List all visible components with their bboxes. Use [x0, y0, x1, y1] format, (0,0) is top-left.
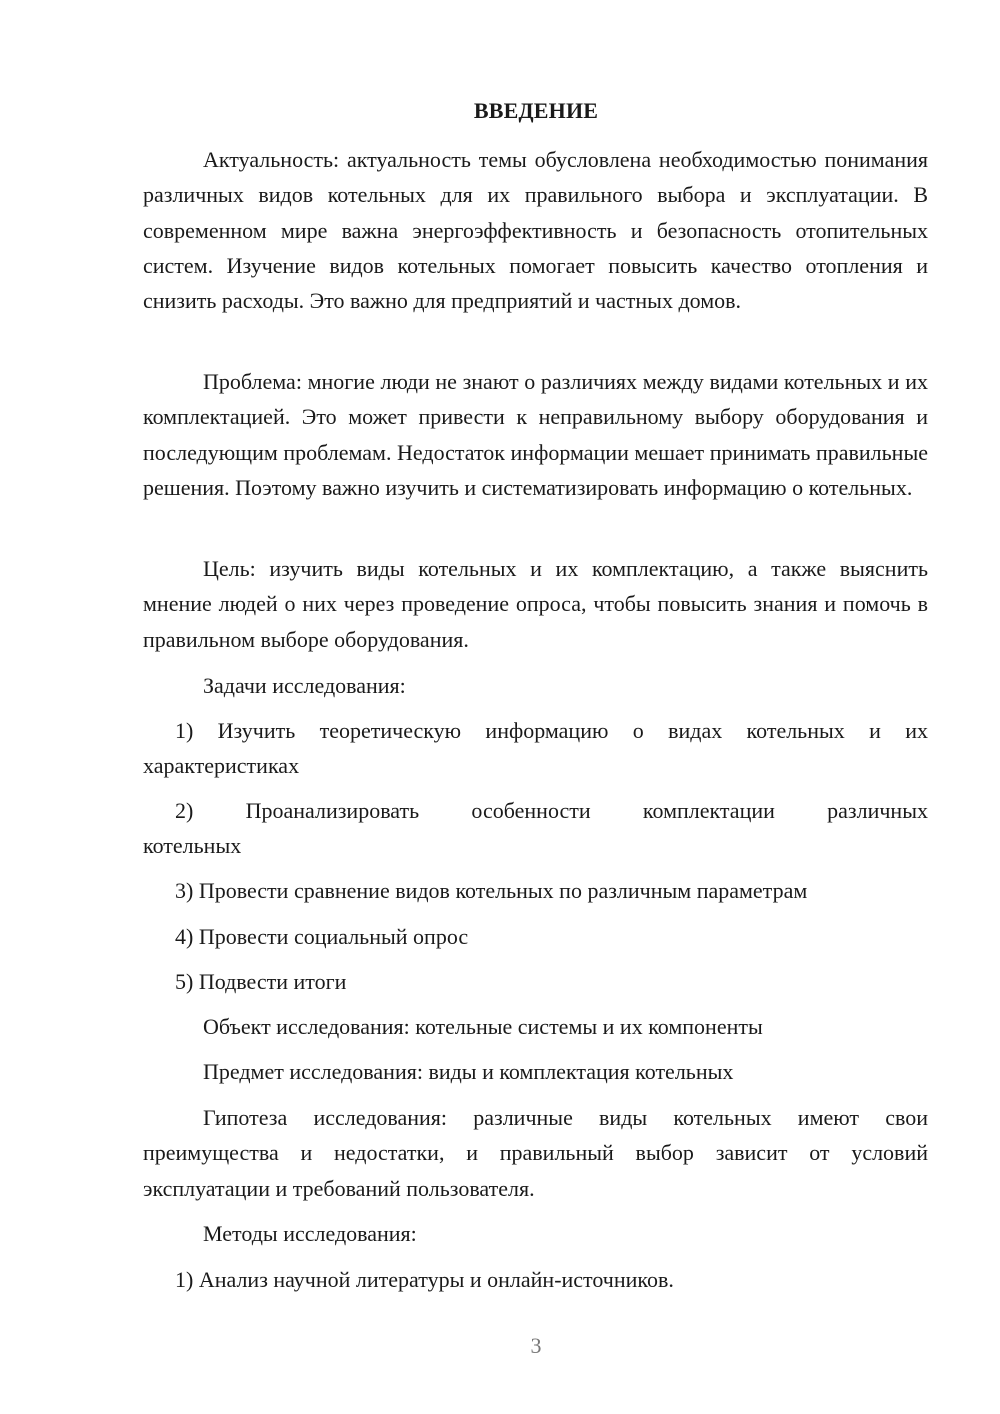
task-item-3: 3) Провести сравнение видов котельных по различным параметрам	[175, 878, 808, 903]
object-paragraph: Объект исследования: котельные системы и их компоненты	[203, 1014, 763, 1039]
subject-paragraph: Предмет исследования: виды и комплектация котельных	[203, 1059, 734, 1084]
goal-paragraph: Цель: изучить виды котельных и их комплектацию, а также выяснить мнение людей о них через проведение опроса, чтобы повысить знания и помочь в правильном выборе оборудования.	[143, 556, 928, 652]
page-title: ВВЕДЕНИЕ	[473, 98, 599, 123]
task-item-4: 4) Провести социальный опрос	[175, 924, 469, 949]
problem-paragraph: Проблема: многие люди не знают о различиях между видами котельных и их комплектацией. Это может привести к неправильному выбору оборудования и последующим проблемам. Недостаток информации мешает принимать правильные решения. Поэтому важно изучить и систематизировать информацию о котельных.	[143, 369, 928, 500]
task-item-5: 5) Подвести итоги	[175, 969, 347, 994]
methods-heading: Методы исследования:	[203, 1221, 417, 1246]
task-item-2: 2) Проанализировать особенности комплектации различных	[175, 798, 928, 823]
task-item-2-continuation: котельных	[143, 833, 242, 858]
method-item-1: 1) Анализ научной литературы и онлайн-источников.	[175, 1267, 674, 1292]
task-item-1: 1) Изучить теоретическую информацию о видах котельных и их характеристиках	[143, 718, 928, 779]
page-number: 3	[530, 1333, 542, 1358]
tasks-heading: Задачи исследования:	[203, 673, 406, 698]
hypothesis-paragraph: Гипотеза исследования: различные виды котельных имеют свои преимущества и недостатки, и правильный выбор зависит от условий эксплуатации и требований пользователя.	[143, 1105, 928, 1201]
relevance-paragraph: Актуальность: актуальность темы обусловлена необходимостью понимания различных видов котельных для их правильного выбора и эксплуатации. В современном мире важна энергоэффективность и безопасность отопительных систем. Изучение видов котельных помогает повысить качество отопления и снизить расходы. Это важно для предприятий и частных домов.	[143, 147, 928, 314]
